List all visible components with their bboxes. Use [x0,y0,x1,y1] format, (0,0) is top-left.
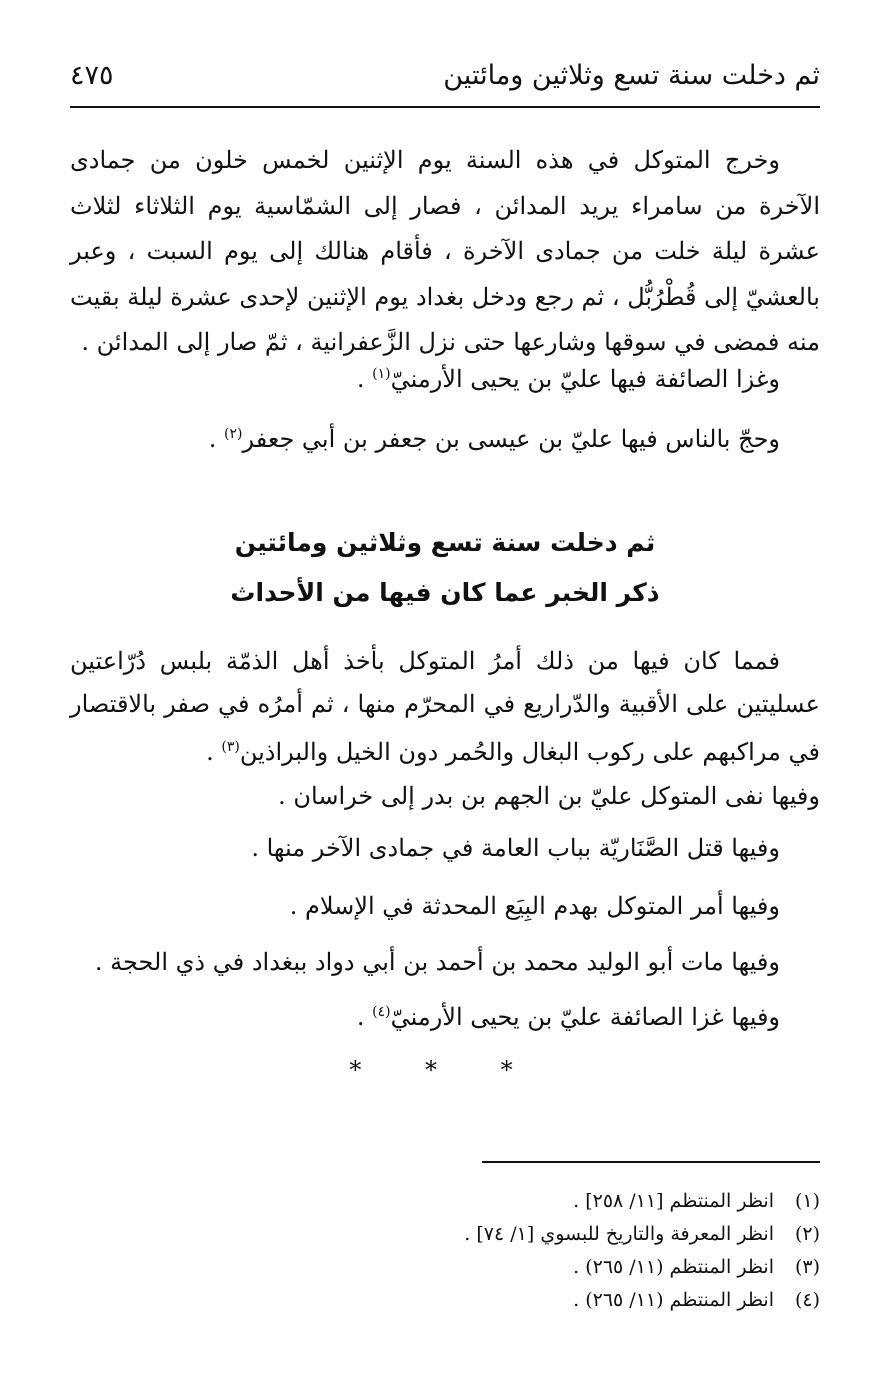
paragraph-dhimmi-dress [70,640,820,774]
pilgrimage-text: وحجّ بالناس فيها عليّ بن عيسى بن جعفر بن أبي جعفر [242,425,780,453]
footnote [120,1251,820,1284]
header-rule [70,106,820,108]
line-death: وفيها مات أبو الوليد محمد بن أحمد بن أبي دواد ببغداد في ذي الحجة . [94,948,780,976]
line-summer-raid [70,365,820,405]
line-summer-raid-2 [70,1003,820,1043]
footnote [120,1284,820,1317]
footnotes [120,1185,820,1317]
running-title: ثم دخلت سنة تسع وثلاثين ومائتين [443,60,820,91]
dhimmi-dress-text: فمما كان فيها من ذلك أمرُ المتوكل بأخذ أهل الذمّة بلبس دُرّاعتين عسليتين على الأقبية والدّراريع في المحرّم منها ، ثم أمرُه في صفر بالاقتصار في مراكبهم على ركوب البغال والحُمر دون الخيل والبراذين [70,647,820,766]
line-exile: وفيها نفى المتوكل عليّ بن الجهم بن بدر إلى خراسان . [278,782,820,810]
footnote-text: انظر المعرفة والتاريخ للبسوي [١/ ٧٤] . [464,1223,774,1245]
footnote-number: (٤) [794,1289,820,1311]
page-header [70,58,820,104]
footnote [120,1185,820,1218]
footnote-text: انظر المنتظم [١١/ ٢٥٨] . [573,1190,774,1212]
line-churches: وفيها أمر المتوكل بهدم البِيَع المحدثة في الإسلام . [289,892,780,920]
period: . [356,365,373,393]
paragraph-departure: وخرج المتوكل في هذه السنة يوم الإثنين لخمس خلون من جمادى الآخرة من سامراء يريد المدائن ، فصار إلى الشمّاسية يوم الثلاثاء لثلاث عشرة ليلة خلت من جمادى الآخرة ، فأقام هنالك إلى يوم السبت ، وعبر بالعشيّ إلى قُطْرُبُّل ، ثم رجع ودخل بغداد يوم الإثنين لإحدى عشرة ليلة بقيت منه فمضى في سوقها وشارعها حتى نزل الزَّعفرانية ، ثمّ صار إلى المدائن . [70,146,821,356]
footnote-ref-1: (١) [372,366,391,382]
period: . [206,738,222,766]
footnote [120,1218,820,1251]
footnote-ref-2: (٢) [224,426,243,442]
page-number: ٤٧٥ [70,60,114,91]
footnote-number: (١) [794,1190,820,1212]
period: . [208,425,225,453]
year-heading: ثم دخلت سنة تسع وثلاثين ومائتين [234,528,656,557]
footnote-ref-3: (٣) [221,739,240,755]
footnote-number: (٣) [794,1256,820,1278]
summer-raid-text: وغزا الصائفة فيها عليّ بن يحيى الأرمنيّ [390,365,780,393]
line-sanariyya: وفيها قتل الصَّنَاريّة بباب العامة في جمادى الآخر منها . [251,834,780,862]
events-heading: ذكر الخبر عما كان فيها من الأحداث [230,578,660,607]
footnote-text: انظر المنتظم (١١/ ٢٦٥) . [573,1289,774,1311]
line-pilgrimage [70,425,820,465]
footnote-rule [482,1161,820,1163]
period: . [356,1003,373,1031]
footnote-number: (٢) [794,1223,820,1245]
footnote-text: انظر المنتظم (١١/ ٢٦٥) . [573,1256,774,1278]
footnote-ref-4: (٤) [372,1004,391,1020]
section-separator: * * * [349,1056,541,1084]
summer-raid-2-text: وفيها غزا الصائفة عليّ بن يحيى الأرمنيّ [390,1003,780,1031]
